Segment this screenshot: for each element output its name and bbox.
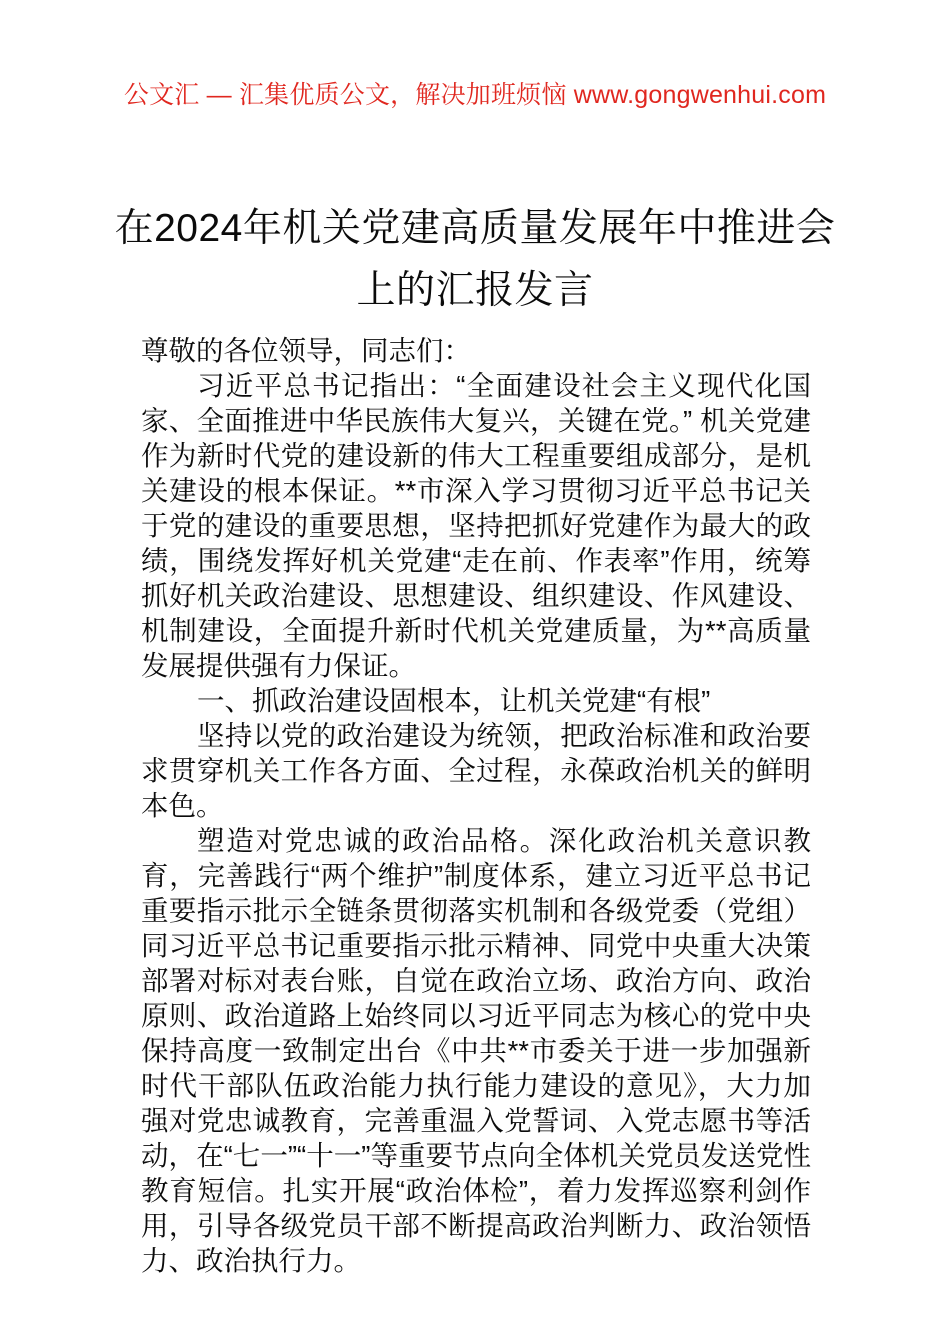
site-url-text: www.gongwenhui.com (573, 81, 827, 109)
salutation-paragraph: 尊敬的各位领导，同志们： (141, 335, 471, 366)
section-heading-1: 一、抓政治建设固根本，让机关党建“有根” (197, 685, 711, 716)
site-watermark-header (0, 78, 950, 112)
site-brand-text: 公文汇 — 汇集优质公文，解决加班烦恼 (123, 81, 567, 109)
body-paragraph: 习近平总书记指出：“全面建设社会主义现代化国家、全面推进中华民族伟大复兴，关键在党。” 机关党建作为新时代党的建设新的伟大工程重要组成部分，是机关建设的根本保证。**市深入学习贯彻习近平总书记关于党的建设的重要思想，坚持把抓好党建作为最大的政绩，围绕发挥好机关党建“走在前、作表率”作用，统筹抓好机关政治建设、思想建设、组织建设、作风建设、机制建设，全面提升新时代机关党建质量，为**高质量发展提供强有力保证。 (141, 370, 811, 681)
document-body (141, 333, 811, 1278)
document-title: 在2024年机关党建高质量发展年中推进会上的汇报发言 (114, 207, 836, 313)
body-paragraph: 塑造对党忠诚的政治品格。深化政治机关意识教育，完善践行“两个维护”制度体系，建立习近平总书记重要指示批示全链条贯彻落实机制和各级党委（党组）同习近平总书记重要指示批示精神、同党中央重大决策部署对标对表台账，自觉在政治立场、政治方向、政治原则、政治道路上始终同以习近平同志为核心的党中央保持高度一致制定出台《中共**市委关于进一步加强新时代干部队伍政治能力执行能力建设的意见》，大力加强对党忠诚教育，完善重温入党誓词、入党志愿书等活动，在“七一”“十一”等重要节点向全体机关党员发送党性教育短信。扎实开展“政治体检”，着力发挥巡察利剑作用，引导各级党员干部不断提高政治判断力、政治领悟力、政治执行力。 (141, 825, 811, 1276)
body-paragraph: 坚持以党的政治建设为统领，把政治标准和政治要求贯穿机关工作各方面、全过程，永葆政治机关的鲜明本色。 (141, 720, 811, 821)
